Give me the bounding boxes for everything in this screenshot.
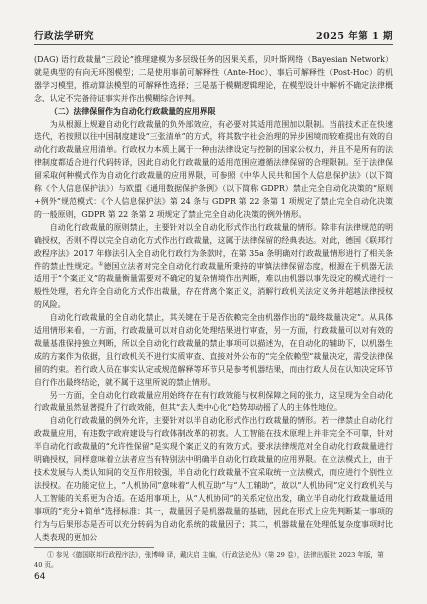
header-divider — [34, 44, 393, 45]
section-heading: （二）法律保留作为自动化行政裁量的应用界限 — [49, 106, 216, 116]
footnote-marker: ① — [47, 551, 54, 559]
paragraph: 自动化行政裁量的全自动化禁止，其关键在于是否依赖完全由机器作出的“最终裁量决定”。从具体适用情形来看，一方面，行政裁量可以对自动化处理结果进行审查，另一方面，行政裁量可以对有效的裁量基准保持独立判断，所以全自动化行政裁量的禁止事项可以描述为，在自动化的辅助下，以机器生成的方案作为依据，且行政机关不进行实质审查、直接对外公布的“完全依赖型”裁量决定，需受法律保留的约束。若行政人员在事实认定或规范解释等环节只是参考机器结果，而由行政人员在认知决定环节自行作出最终结论，就不属于这里所说的禁止情形。 — [34, 313, 393, 387]
running-header — [34, 26, 393, 42]
paragraph: 自动化行政裁量的例外允许，主要针对以半自动化形式作出行政裁量的情形。若一律禁止自动化行政裁量应用，有违数字政府建设与行政体制改革的初衷。人工智能在技术原理上并非完全不可靠，针对半自动化行政裁量的“允许性保留”是实现个案正义的有效方式。要求法律规范对全自动化行政裁量进行明确授权，同样意味着立法者应当有特别法中明确半自动化行政裁量的应用界限。在立法模式上，由于技术发展与人类认知间的交互作用较强，半自动化行政裁量不宜采取统一立法模式，而应进行个别性立法授权。在功能定位上，“人机协同”意味着“人机互助”与“人工辅助”，故以“人机协同”定义行政机关与人工智能的关系更为合适。在适用事项上，从“人机协同”的关系定位出发，确立半自动化行政裁量适用事项的“充分+简单”选择标准：其一，裁量因子是机器裁量的基础，因此在形式上应先判断某一事项的行为与后果形态是否可以充分转码为自动化系统的裁量因子；其二，机器裁量在处理低复杂度事项时比人类表现的更加公 — [34, 416, 393, 542]
body-text — [34, 54, 393, 544]
paragraph — [34, 222, 393, 312]
paragraph-text: 自动化行政裁量的原则禁止，主要针对以全自动化形式作出行政裁量的情形。除非有法律规范的明确授权，否则不得以完全自动化方式作出行政裁量，这属于法律保留的经典表达。对此，德国《联邦行政程序法》2017 年修法引入全自动化行政行为条款时，在第 35a 条明确对行政裁量情形进行了相关条件的禁止性规定。 — [34, 222, 393, 271]
paragraph: 另一方面，全自动化行政裁量应用始终存在有行政效能与权利保障之间的张力，这呈现为全自动化行政裁量虽然显著提升了行政效能，但其“去人类中心化”趋势却动摇了人的主体性地位。 — [34, 390, 393, 413]
footnote — [34, 550, 393, 570]
paragraph: (DAG) 语行政裁量“三段论”推理建模为多层级任务的因果关系，贝叶斯网络（Bayesian Network）就是典型的有向无环图模型；二是使用事前可解释性（Ante-Hoc）、事后可解释性（Post-Hoc）的机器学习模型，推动算法模型的可解释性选择；三是基于模糊逻辑理论，在模型设计中解析不确定法律概念、认定不完备待证事实并作出模糊综合评判。 — [34, 55, 393, 103]
footnote-text: 参见《德国联邦行政程序法》，张博峰 译，戴庆启 主编，《行政法论丛》（第 29 卷），法律出版社 2023 年版，第 40 页。 — [34, 551, 384, 569]
paragraph-text: 德国立法者对完全自动化行政裁量所秉持的审慎法律保留态度，根源在于机器无法适用于“个案正义”的裁量衡量需要对不确定的复杂情境作出判断，难以由机器以事先设定的模式进行一般性处理，若允许全自动化方式作出裁量，存在背离个案正义，消解行政机关法定义务并超越法律授权的风险。 — [34, 261, 393, 310]
footnote-reference[interactable]: ① — [98, 260, 104, 267]
journal-title: 行政法学研究 — [34, 31, 95, 42]
issue-label: 2025 年第 1 期 — [316, 31, 393, 42]
paragraph: 为从根源上规避自动化行政裁量的负外部效应，有必要对其适用范围加以限制。当前技术正在快速迭代，若按照以往中国制度建设“三张清单”的方式，将其数字社会治理的异步困境而较难提出有效的自动化行政裁量应用清单。行政权力本质上属于一种由法律设定与控制的国家公权力，并且不是所有的法律制度都适合进行代码转译，因此自动化行政裁量的适用范围应遵循法律保留的合理限制。至于法律保留采取何种模式作为自动化行政裁量的应用界限，可参照《中华人民共和国个人信息保护法》（以下简称《个人信息保护法》）与欧盟《通用数据保护条例》（以下简称 GDPR）禁止完全自动化决策的“原则+例外”规范模式：《个人信息保护法》第 24 条与 GDPR 第 22 条第 1 项规定了禁止完全自动化决策的一般原则，GDPR 第 22 条第 2 项规定了禁止完全自动化决策的例外情形。 — [34, 119, 393, 219]
page-number: 64 — [34, 572, 46, 582]
footnote-divider — [34, 547, 154, 548]
